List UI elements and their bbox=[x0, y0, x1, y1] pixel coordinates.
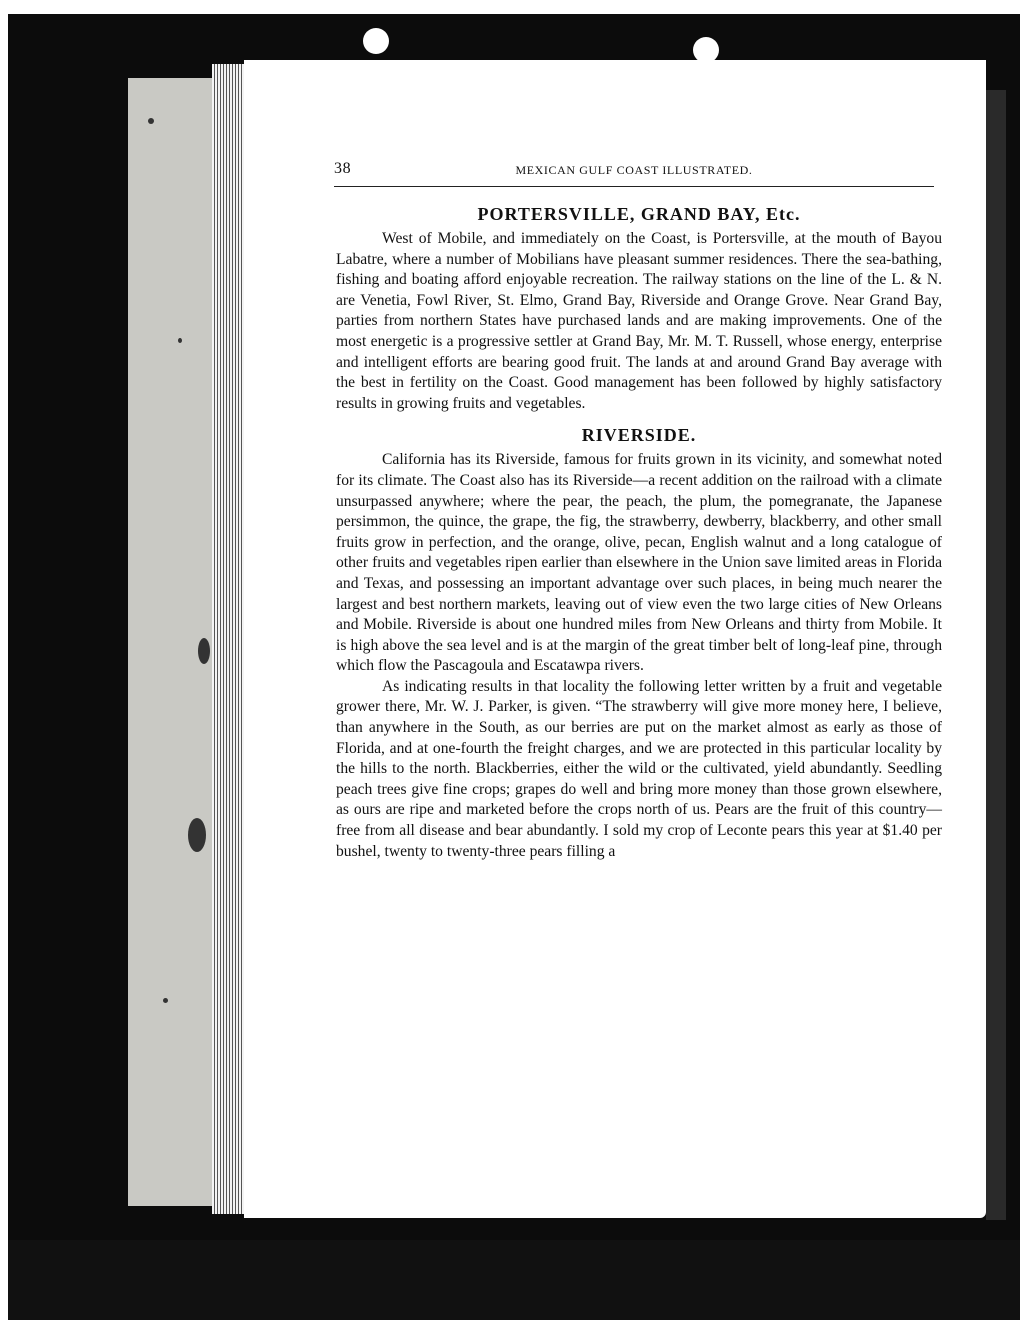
scan-bottom bbox=[8, 1240, 1020, 1320]
paragraph: California has its Riverside, famous for fruits grown in its vicinity, and somewhat noted for its climate. The Coast also has its Riverside—a recent addition on the railroad with a climate unsurpassed anywhere; where the pear, the peach, the plum, the pomegranate, the Japanese persimmon, the quince, the grape, the fig, the strawberry, dewberry, blackberry, and other small fruits grow in perfection, and the orange, olive, pecan, English walnut and a long catalogue of other fruits and vegetables ripen earlier than elsewhere in the Union save limited areas in Florida and Texas, and possessing an important advantage over such places, in being much nearer the largest and best northern markets, leaving out of view even the two large cities of New Orleans and Mobile. Riverside is about one hundred miles from New Orleans and thirty from Mobile. It is high above the sea level and is at the margin of the great timber belt of long-leaf pine, through which flow the Pascagoula and Escatawpa rivers. bbox=[336, 451, 942, 675]
facing-page-edge bbox=[986, 90, 1006, 1220]
running-header bbox=[334, 162, 934, 184]
page-number: 38 bbox=[334, 160, 352, 177]
page-edges bbox=[212, 64, 248, 1214]
running-title: MEXICAN GULF COAST ILLUSTRATED. bbox=[515, 163, 753, 177]
book-cover-edge bbox=[128, 78, 218, 1206]
section-heading: PORTERSVILLE, GRAND BAY, Etc. bbox=[477, 204, 801, 224]
scan-top-margin bbox=[0, 0, 1020, 14]
paragraph: As indicating results in that locality the following letter written by a fruit and vegetable grower there, Mr. W. J. Parker, is given. “The strawberry will give more money here, I believe, than anywhere in the South, as our berries are put on the market almost as early as those of Florida, and at one-fourth the freight charges, and we are protected in this particular locality by the hills to the north. Blackberries, either the wild or the cultivated, yield abundantly. Seedling peach trees give fine crops; grapes do well and bring more money than those grown elsewhere, as ours are ripe and marketed before the crops north of us. Pears are the fruit of this country—free from all disease and bear abundantly. I sold my crop of Leconte pears this year at $1.40 per bushel, twenty to twenty-three pears filling a bbox=[336, 677, 942, 860]
section-heading: RIVERSIDE. bbox=[581, 425, 697, 446]
header-rule bbox=[334, 186, 934, 187]
page-body bbox=[336, 203, 942, 862]
punch-hole-left bbox=[363, 28, 389, 54]
paragraph: West of Mobile, and immediately on the Coast, is Portersville, at the mouth of Bayou Labatre, where a number of Mobilians have pleasant summer residences. There the sea-bathing, fishing and boating afford enjoyable recreation. The railway stations on the line of the L. & N. are Venetia, Fowl River, St. Elmo, Grand Bay, Riverside and Orange Grove. Near Grand Bay, parties from northern States have purchased lands and are making improvements. One of the most energetic is a progressive settler at Grand Bay, Mr. M. T. Russell, whose energy, enterprise and intelligent efforts are bearing good fruit. The lands at and around Grand Bay average with the best in fertility on the Coast. Good management has been followed by highly satisfactory results in growing fruits and vegetables. bbox=[336, 230, 942, 412]
